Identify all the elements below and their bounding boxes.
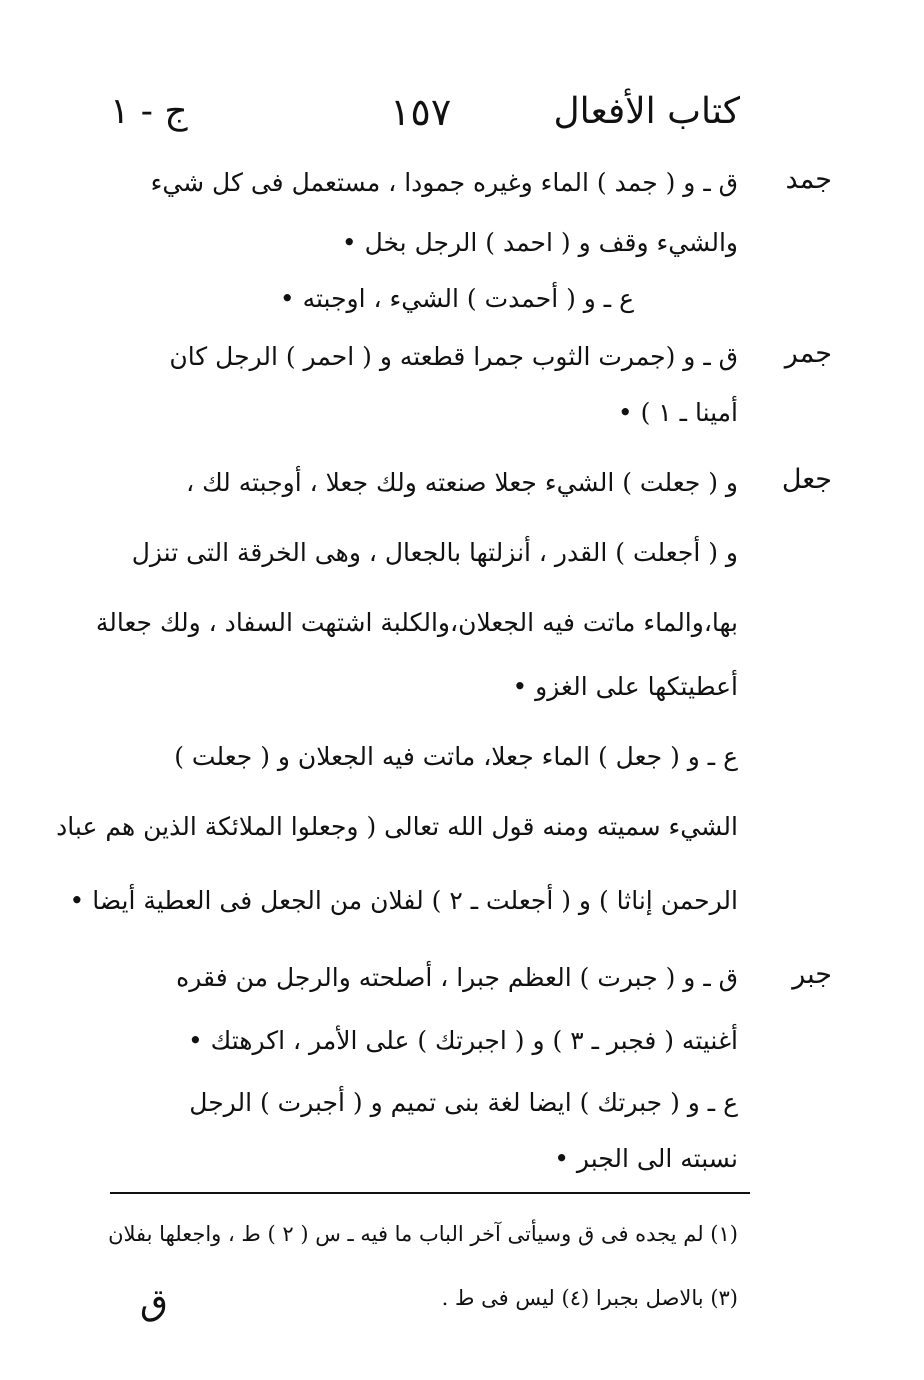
text-line: ع ـ و ( جعل ) الماء جعلا، ماتت فيه الجعلان و ( جعلت ) [174,742,738,771]
text-line: ق ـ و ( جمد ) الماء وغيره جمودا ، مستعمل فى كل شيء [150,168,738,197]
text-line: ع ـ و ( أحمدت ) الشيء ، اوجبته • [279,284,634,313]
volume-part: ج - ١ [110,91,188,132]
margin-root-jabar: جبر [792,959,832,990]
margin-root-jaal: جعل [781,464,832,495]
text-line: و ( جعلت ) الشيء جعلا صنعته ولك جعلا ، أوجبته لك ، [186,468,738,497]
text-line: و ( أجعلت ) القدر ، أنزلتها بالجعال ، وهى الخرقة التى تنزل [131,538,738,567]
text-line: ق ـ و (جمرت الثوب جمرا قطعته و ( احمر ) الرجل كان [169,342,738,371]
signature-mark: ق [140,1282,168,1323]
text-line: أعطيتكها على الغزو • [512,672,738,701]
text-line: أمينا ـ ١ ) • [617,398,738,427]
footnote-line: (١) لم يجده فى ق وسيأتى آخر الباب ما فيه ـ س ( ٢ ) ط ، واجعلها بفلان [108,1222,738,1246]
text-line: نسبته الى الجبر • [554,1144,738,1173]
margin-root-jamad: جمد [785,164,832,195]
footnote-divider [110,1192,750,1194]
text-line: بها،والماء ماتت فيه الجعلان،والكلبة اشتهت السفاد ، ولك جعالة [95,608,738,637]
text-line: ق ـ و ( جبرت ) العظم جبرا ، أصلحته والرجل من فقره [176,963,738,992]
page-number: ١٥٧ [390,90,452,134]
running-header [110,84,740,144]
book-title: كتاب الأفعال [553,91,740,132]
text-line: الشيء سميته ومنه قول الله تعالى ( وجعلوا الملائكة الذين هم عباد [56,812,738,841]
footnote-line: (٣) بالاصل بجبرا (٤) ليس فى ط . [441,1286,738,1310]
text-line: والشيء وقف و ( احمد ) الرجل بخل • [341,228,738,257]
margin-root-jamar: جمر [784,338,832,369]
text-line: الرحمن إناثا ) و ( أجعلت ـ ٢ ) لفلان من الجعل فى العطية أيضا • [69,886,738,915]
text-line: أغنيته ( فجبر ـ ٣ ) و ( اجبرتك ) على الأمر ، اكرهتك • [187,1026,738,1055]
text-line: ع ـ و ( جبرتك ) ايضا لغة بنى تميم و ( أجبرت ) الرجل [189,1088,738,1117]
